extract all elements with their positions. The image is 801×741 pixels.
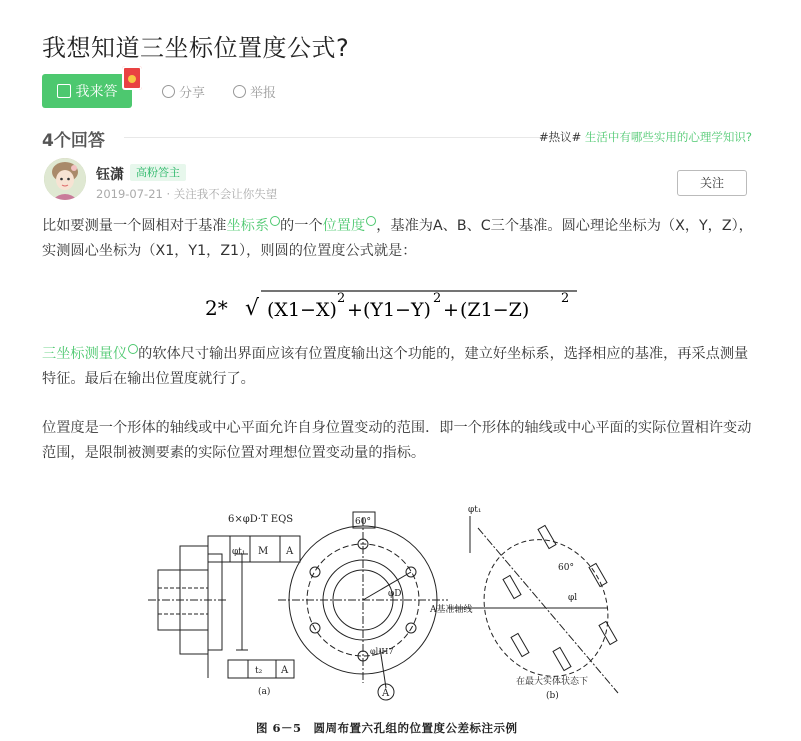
link-position-tolerance-label: 位置度 bbox=[322, 218, 366, 234]
datum-label: A bbox=[382, 688, 390, 699]
divider bbox=[124, 137, 554, 138]
p1-text-b: 的一个 bbox=[280, 218, 323, 234]
avatar[interactable] bbox=[44, 158, 86, 200]
formula-image bbox=[205, 285, 585, 325]
formula-exp-1: 2 bbox=[337, 291, 346, 306]
formula-exp-2: 2 bbox=[433, 291, 442, 306]
follow-button[interactable]: 关注 bbox=[677, 170, 747, 196]
formula-plus-2: + bbox=[443, 299, 459, 321]
share-link[interactable] bbox=[162, 82, 205, 101]
answers-header bbox=[42, 126, 752, 151]
user-name[interactable]: 钰潇 bbox=[96, 167, 124, 183]
tol-frame-a-box bbox=[208, 536, 230, 562]
b-axis-label: A基准轴线 bbox=[430, 605, 473, 615]
formula-radical: √ bbox=[245, 296, 260, 321]
answers-count: 4个回答 bbox=[42, 131, 105, 151]
link-cmm[interactable] bbox=[42, 346, 138, 362]
search-icon bbox=[270, 216, 280, 226]
b-state-label: 在最大实体状态下 bbox=[516, 677, 589, 687]
tol-pos-label: φt₁ bbox=[232, 547, 246, 557]
search-icon bbox=[128, 344, 138, 354]
answer-button[interactable] bbox=[42, 74, 132, 108]
share-icon bbox=[162, 85, 175, 98]
formula-term-3: (Z1−Z) bbox=[460, 299, 530, 321]
b-dia-label: φl bbox=[568, 593, 578, 603]
tol-a-label: A bbox=[286, 546, 294, 557]
question-toolbar bbox=[42, 74, 276, 108]
edit-icon bbox=[57, 84, 71, 98]
p1-text-c: ，基准为A、B、C三个基准。圆心理论坐标为（X，Y，Z），实测圆心坐标为（X1，Y1，Z1），则圆的位置度公式就是： bbox=[42, 218, 753, 259]
answer-paragraph-3: 位置度是一个形体的轴线或中心平面允许自身位置变动的范围．即一个形体的轴线或中心平面的实际位置相许变动范围，是限制被测要素的实际位置对理想位置变动量的指标。 bbox=[42, 420, 752, 461]
figure-caption: 图 6－5 圆周布置六孔组的位置度公差标注示例 bbox=[256, 721, 518, 735]
link-coordinate-system-label: 坐标系 bbox=[226, 218, 270, 234]
formula-plus-1: + bbox=[347, 299, 363, 321]
tolerance-figure[interactable] bbox=[148, 498, 653, 741]
link-coordinate-system[interactable] bbox=[226, 218, 280, 234]
dia-b-label: φD bbox=[388, 589, 402, 599]
question-title: 我想知道三坐标位置度公式? bbox=[42, 34, 350, 62]
tolerance-drawing bbox=[148, 498, 653, 720]
formula-term-1: (X1−X) bbox=[267, 299, 337, 321]
tol-perp-t-label: t₂ bbox=[255, 666, 263, 676]
answer-meta: 2019-07-21 · 关注我不会让你失望 bbox=[96, 187, 278, 201]
user-badge: 高粉答主 bbox=[130, 164, 186, 181]
avatar-image bbox=[44, 158, 86, 200]
tol-perp-a-label: A bbox=[281, 665, 289, 676]
answer-button-label: 我来答 bbox=[75, 84, 118, 100]
report-link[interactable] bbox=[233, 82, 276, 101]
link-position-tolerance[interactable] bbox=[323, 218, 377, 234]
red-packet-icon bbox=[122, 66, 142, 90]
dia-small-label: φl₁H7 bbox=[370, 647, 394, 656]
tol-m-label: M bbox=[258, 546, 269, 557]
link-cmm-label: 三坐标测量仪 bbox=[42, 346, 128, 362]
answer-paragraph-2 bbox=[42, 342, 754, 392]
hot-topic-link[interactable] bbox=[539, 129, 752, 145]
formula-term-2: (Y1−Y) bbox=[363, 299, 431, 321]
report-label: 举报 bbox=[250, 85, 277, 101]
label-a: (a) bbox=[258, 687, 271, 697]
answer-paragraph-1 bbox=[42, 214, 754, 264]
tol-top-label: 6×φD·T EQS bbox=[228, 514, 294, 525]
search-icon bbox=[366, 216, 376, 226]
hot-tag: #热议# bbox=[538, 130, 582, 144]
warning-icon bbox=[233, 85, 246, 98]
angle-label: 60° bbox=[355, 517, 371, 527]
share-label: 分享 bbox=[179, 85, 206, 101]
b-angle-label: 60° bbox=[558, 563, 574, 573]
p1-text-a: 比如要测量一个圆相对于基准 bbox=[42, 218, 227, 234]
formula-exp-3: 2 bbox=[561, 291, 570, 306]
b-top-label: φt₁ bbox=[468, 505, 482, 515]
formula-prefix: 2* bbox=[205, 296, 228, 320]
p2-text: 的软体尺寸输出界面应该有位置度输出这个功能的，建立好坐标系，选择相应的基准，再采点测量特征。最后在输出位置度就行了。 bbox=[42, 346, 749, 387]
label-b: (b) bbox=[546, 691, 559, 701]
hot-topic-text: 生活中有哪些实用的心理学知识? bbox=[581, 130, 752, 144]
